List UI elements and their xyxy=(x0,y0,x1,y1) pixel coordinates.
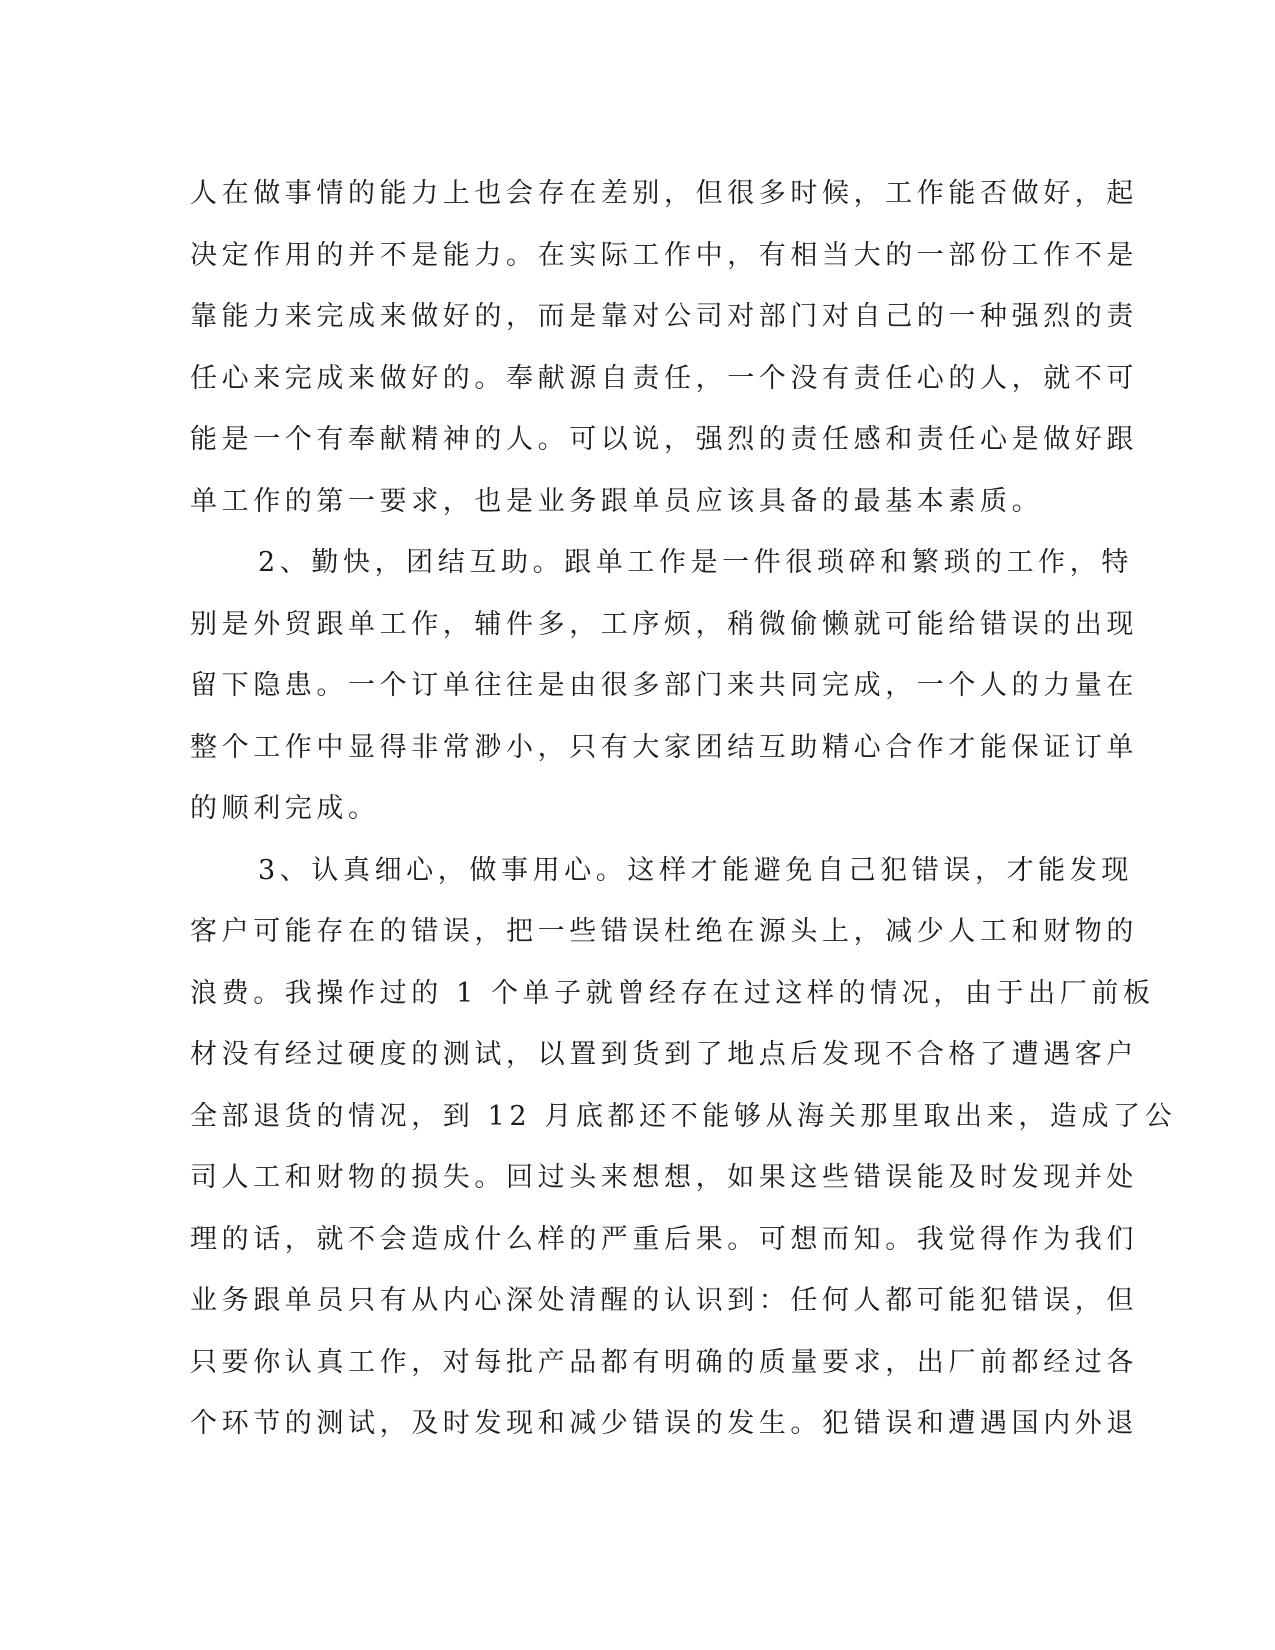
text-line: 司人工和财物的损失。回过头来想想，如果这些错误能及时发现并处 xyxy=(190,1162,1138,1193)
text-line: 的顺利完成。 xyxy=(190,793,380,824)
paragraph-2 xyxy=(190,532,1138,840)
text-line: 别是外贸跟单工作，辅件多，工序烦，稍微偷懒就可能给错误的出现 xyxy=(190,608,1138,640)
text-line: 全部退货的情况，到 12 月底都还不能够从海关那里取出来，造成了公 xyxy=(190,1100,1177,1132)
text-line: 2、勤快，团结互助。跟单工作是一件很琐碎和繁琐的工作，特 xyxy=(258,547,1133,578)
text-line: 理的话，就不会造成什么样的严重后果。可想而知。我觉得作为我们 xyxy=(190,1223,1138,1255)
text-line: 整个工作中显得非常渺小，只有大家团结互助精心合作才能保证订单 xyxy=(190,731,1138,763)
document-body xyxy=(190,163,1177,1455)
text-line: 个环节的测试，及时发现和减少错误的发生。犯错误和遭遇国内外退 xyxy=(190,1408,1138,1439)
text-line: 人在做事情的能力上也会存在差别，但很多时候，工作能否做好，起 xyxy=(190,178,1138,209)
text-line: 客户可能存在的错误，把一些错误杜绝在源头上，减少人工和财物的 xyxy=(190,916,1138,947)
text-line: 只要你认真工作，对每批产品都有明确的质量要求，出厂前都经过各 xyxy=(190,1346,1138,1378)
text-line: 材没有经过硬度的测试，以置到货到了地点后发现不合格了遭遇客户 xyxy=(190,1039,1138,1070)
text-line: 留下隐患。一个订单往往是由很多部门来共同完成，一个人的力量在 xyxy=(190,670,1138,701)
paragraph-1 xyxy=(190,163,1138,532)
paragraph-3 xyxy=(190,840,1177,1455)
text-line: 业务跟单员只有从内心深处清醒的认识到：任何人都可能犯错误，但 xyxy=(190,1285,1138,1316)
text-line: 3、认真细心，做事用心。这样才能避免自己犯错误，才能发现 xyxy=(258,854,1133,886)
text-line: 靠能力来完成来做好的，而是靠对公司对部门对自己的一种强烈的责 xyxy=(190,301,1138,332)
text-line: 能是一个有奉献精神的人。可以说，强烈的责任感和责任心是做好跟 xyxy=(190,424,1138,455)
text-line: 决定作用的并不是能力。在实际工作中，有相当大的一部份工作不是 xyxy=(190,239,1138,271)
text-line: 单工作的第一要求，也是业务跟单员应该具备的最基本素质。 xyxy=(190,485,1044,517)
text-line: 任心来完成来做好的。奉献源自责任，一个没有责任心的人，就不可 xyxy=(190,362,1138,394)
text-line: 浪费。我操作过的 1 个单子就曾经存在过这样的情况，由于出厂前板 xyxy=(190,977,1155,1009)
